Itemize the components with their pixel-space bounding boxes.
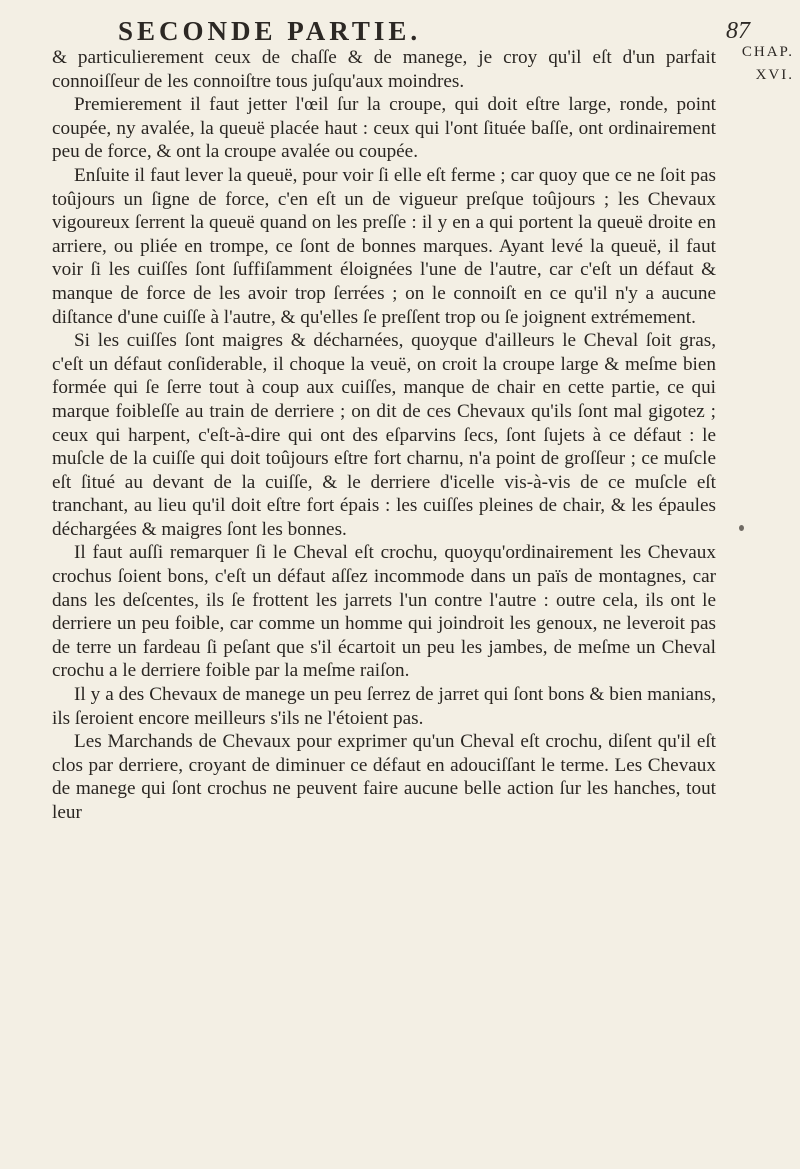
- chapter-margin-note: CHAP. XVI.: [741, 44, 794, 83]
- page-number: 87: [726, 18, 750, 44]
- body-text: [52, 46, 716, 825]
- running-head: SECONDE PARTIE.: [118, 16, 422, 46]
- ink-speck: [739, 525, 744, 531]
- paragraph: Enſuite il faut lever la queuë, pour voir ſi elle eſt ferme ; car quoy que ce ne ſoit pas toûjours un ſigne de force, c'en eſt un de vigueur preſque toûjours ; les Chevaux vigoureux ſerrent la queuë quand on les preſſe : il y en a qui portent la queuë droite en arriere, ou pliée en trompe, ce ſont de bonnes marques. Ayant levé la queuë, il faut voir ſi les cuiſſes ſont ſuffiſamment éloignées l'une de l'autre, car c'eſt un défaut & manque de force de les avoir trop ſerrées ; on le connoiſt en ce qu'il n'y a aucune diſtance d'une cuiſſe à l'autre, & qu'elles ſe preſſent trop ou ſe joignent extrémement.: [52, 164, 716, 328]
- paragraph: & particulierement ceux de chaſſe & de manege, je croy qu'il eſt d'un parfait connoiſſeur de les connoiſtre tous juſqu'aux moindres.: [52, 47, 716, 92]
- paragraph: Les Marchands de Chevaux pour exprimer qu'un Cheval eſt crochu, diſent qu'il eſt clos par derriere, croyant de diminuer ce défaut en adouciſſant le terme. Les Chevaux de manege qui ſont crochus ne peuvent faire aucune belle action ſur les hanches, tout leur: [52, 731, 716, 823]
- paragraph: Premierement il faut jetter l'œil ſur la croupe, qui doit eſtre large, ronde, point coupée, ny avalée, la queuë placée haut : ceux qui l'ont ſituée baſſe, ont ordinairement peu de force, & ont la croupe avalée ou coupée.: [52, 94, 716, 163]
- page-header: [52, 10, 764, 46]
- paragraph: Il faut auſſi remarquer ſi le Cheval eſt crochu, quoyqu'ordinairement les Chevaux crochus ſoient bons, c'eſt un défaut aſſez incommode dans un païs de montagnes, car dans les deſcentes, ils ſe frottent les jarrets l'un contre l'autre : outre cela, ils ont le derriere un peu foible, car comme un homme qui joindroit les genoux, ne leveroit pas de terre un fardeau ſi peſant que s'il écartoit un peu les jambes, de meſme un Cheval crochu a le derriere foible par la meſme raiſon.: [52, 542, 716, 682]
- paragraph: Il y a des Chevaux de manege un peu ſerrez de jarret qui ſont bons & bien manians, ils ſeroient encore meilleurs s'ils ne l'étoient pas.: [52, 684, 716, 729]
- paragraph: Si les cuiſſes ſont maigres & décharnées, quoyque d'ailleurs le Cheval ſoit gras, c'eſt un défaut conſiderable, il choque la veuë, on croit la croupe large & meſme bien formée qui ſe ſerre tout à coup aux cuiſſes, manque de chair en cette partie, ce qui marque foibleſſe au train de derriere ; on dit de ces Chevaux qu'ils ſont mal gigotez ; ceux qui harpent, c'eſt-à-dire qui ont des eſparvins ſecs, ſont ſujets à ce défaut : le muſcle de la cuiſſe qui doit toûjours eſtre fort charnu, n'a point de groſſeur ; ce muſcle eſt ſitué au devant de la cuiſſe, & le derriere d'icelle vis-à-vis de ce muſcle eſt tranchant, au lieu qu'il doit eſtre fort épais : les cuiſſes pleines de chair, & les épaules déchargées & maigres ſont les bonnes.: [52, 330, 716, 540]
